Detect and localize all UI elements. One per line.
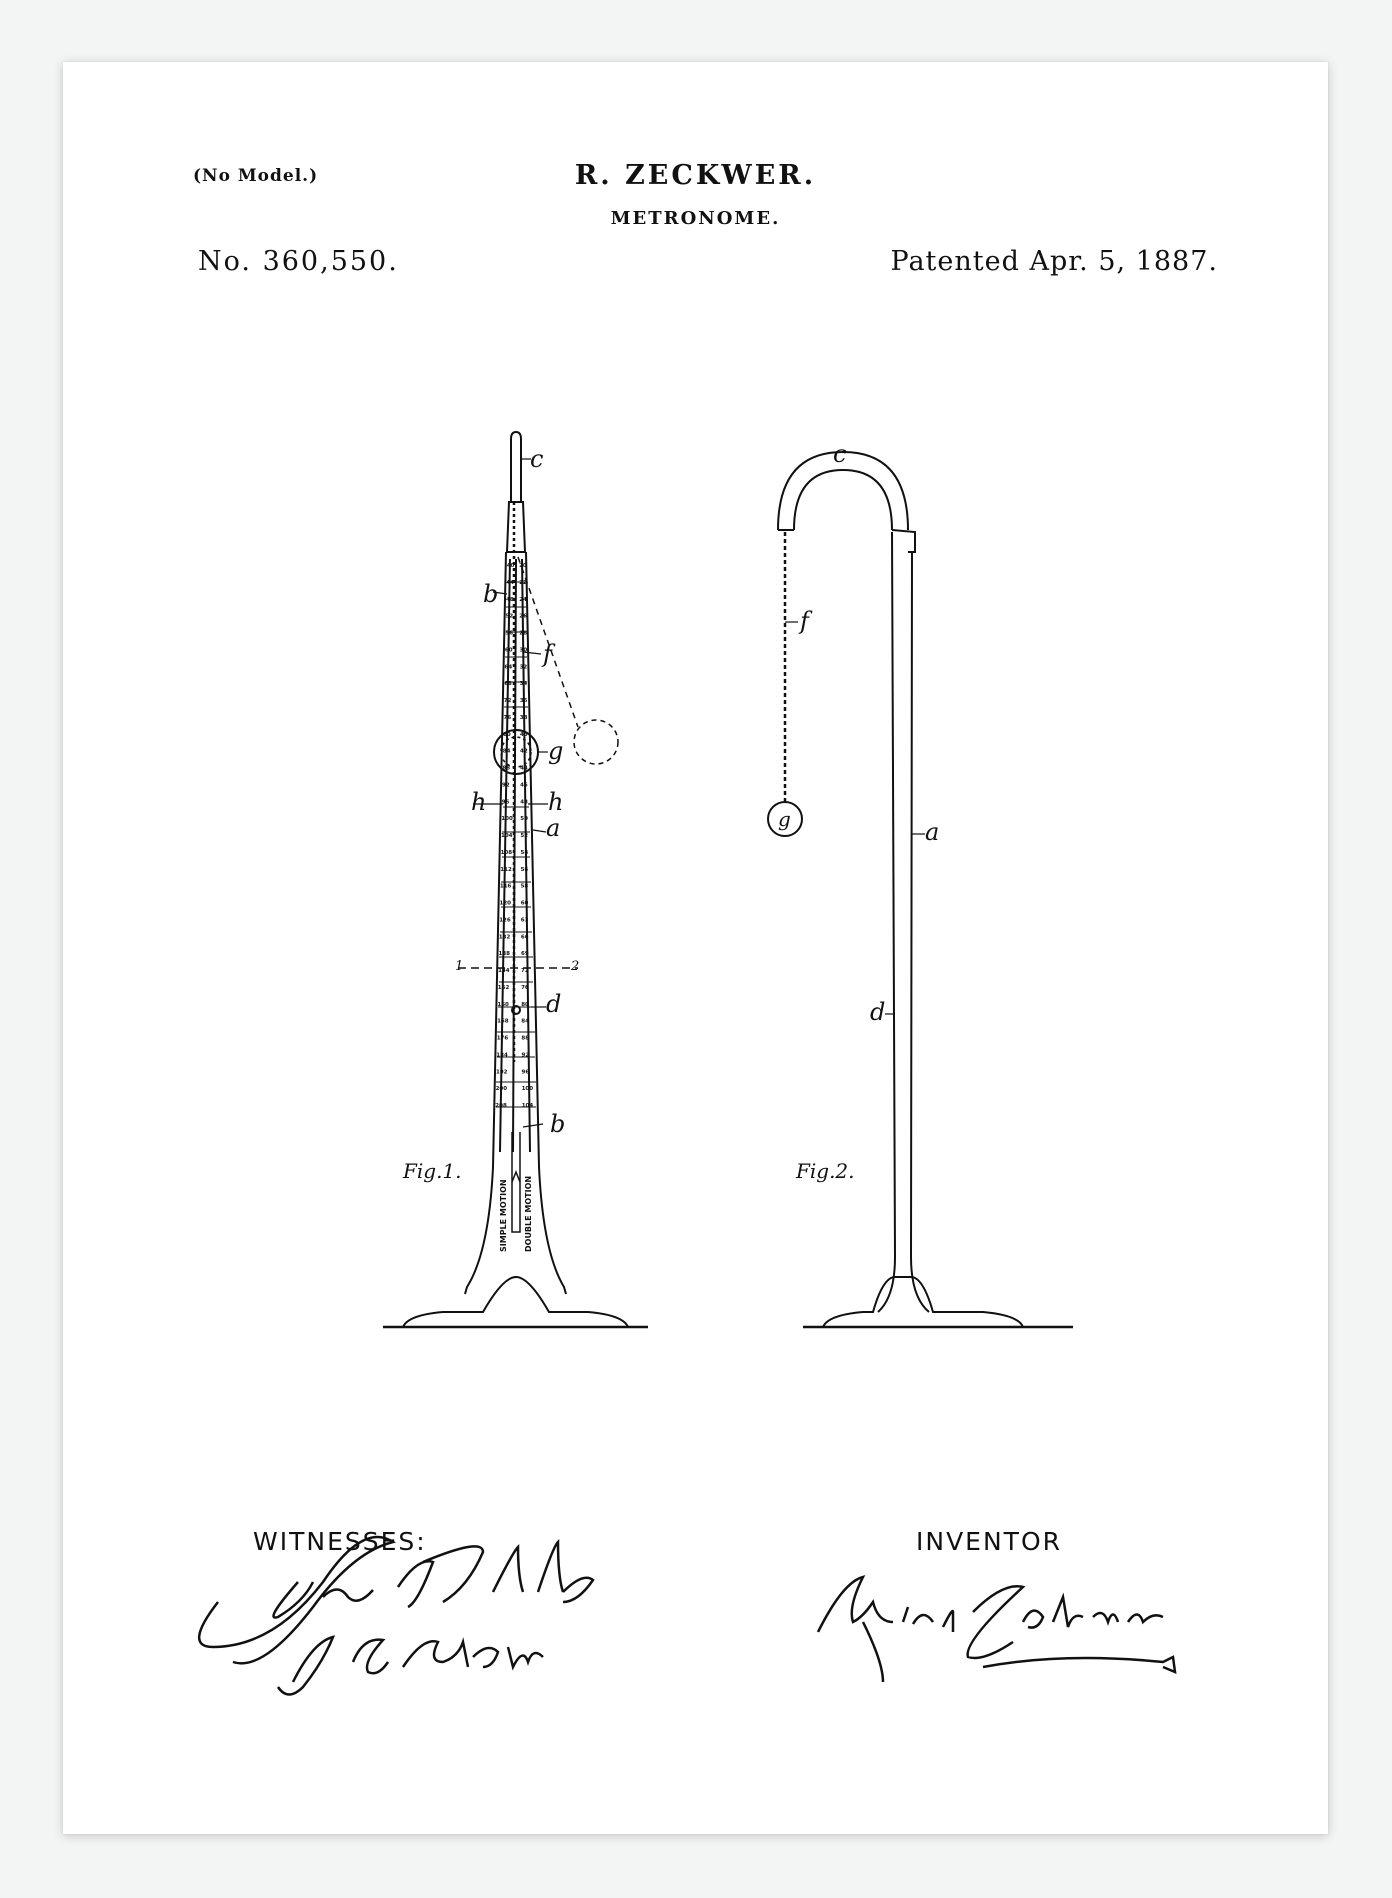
scale-number-left: 80 <box>503 731 511 738</box>
scale-number-right: 32 <box>519 664 528 671</box>
ref-h-left: h <box>471 788 487 816</box>
scale-number-right: 22 <box>519 579 527 586</box>
ref-f-fig2: f <box>800 607 809 635</box>
scale-number-right: 46 <box>520 782 528 789</box>
scale-number-right: 42 <box>520 748 528 755</box>
ref-g-fig2: g <box>778 807 791 831</box>
scale-number-right: 69 <box>521 951 529 958</box>
scale-number-left: 88 <box>502 765 511 772</box>
scale-number-left: 104 <box>501 833 513 839</box>
simple-motion-label: SIMPLE MOTION <box>499 1179 508 1252</box>
scale-number-right: 66 <box>520 934 529 941</box>
scale-number-right: 72 <box>521 968 529 974</box>
scale-number-left: 160 <box>497 1001 509 1008</box>
scale-number-right: 96 <box>521 1069 530 1076</box>
scale-number-left: 208 <box>495 1103 507 1109</box>
scale-number-left: 84 <box>502 748 511 755</box>
scale-number-left: 64 <box>504 664 513 671</box>
inventor-signature <box>818 1577 1175 1682</box>
scale-number-right: 26 <box>519 613 527 620</box>
scale-number-left: 126 <box>499 917 511 924</box>
scale-number-right: 36 <box>519 698 528 704</box>
patent-number: No. 360,550. <box>198 246 399 277</box>
scale-number-right: 52 <box>520 833 529 839</box>
ref-b-fig1-top: b <box>483 580 499 608</box>
scale-number-left: 152 <box>497 984 510 991</box>
ref-g-fig1: g <box>548 737 564 765</box>
ref-c-fig2: c <box>833 440 847 468</box>
scale-number-right: 28 <box>519 630 528 637</box>
scale-number-left: 48 <box>506 596 514 603</box>
scale-number-right: 34 <box>519 681 528 688</box>
fig1-label: Fig.1. <box>403 1159 462 1183</box>
scale-number-left: 44 <box>506 579 514 586</box>
scale-number-right: 56 <box>520 866 529 873</box>
fig1-metronome-front <box>383 432 648 1327</box>
scale-number-left: 168 <box>497 1018 509 1025</box>
scale-number-left: 112 <box>500 866 512 873</box>
scale-number-left: 40 <box>506 563 515 569</box>
scale-number-right: 44 <box>520 765 528 772</box>
model-note: (No Model.) <box>193 166 319 186</box>
scale-number-left: 96 <box>501 799 510 806</box>
scale-number-right: 24 <box>519 596 527 603</box>
scale-number-right: 60 <box>520 900 529 907</box>
double-motion-label: DOUBLE MOTION <box>524 1175 533 1252</box>
scale-number-left: 138 <box>498 951 510 958</box>
scale-number-right: 104 <box>521 1103 534 1109</box>
fig2-label: Fig.2. <box>796 1159 855 1183</box>
scale-number-left: 76 <box>503 714 512 721</box>
scale-number-right: 54 <box>520 849 529 856</box>
scale-number-left: 68 <box>504 681 512 688</box>
scale-number-left: 192 <box>496 1069 508 1076</box>
scale-number-left: 108 <box>500 849 513 856</box>
witnesses-label: WITNESSES: <box>253 1527 427 1556</box>
scale-number-left: 56 <box>505 630 513 637</box>
scale-number-right: 50 <box>520 816 528 823</box>
scale-number-right: 40 <box>519 731 528 738</box>
scale-number-right: 38 <box>519 714 528 721</box>
ref-2: 2 <box>571 959 580 974</box>
scale-number-right: 76 <box>521 984 529 991</box>
scale-number-right: 20 <box>519 563 527 569</box>
ref-d-fig1: d <box>546 990 562 1018</box>
ref-c-fig1: c <box>530 445 544 473</box>
scale-number-right: 48 <box>520 799 528 806</box>
ref-b-fig1-bottom: b <box>550 1110 566 1138</box>
scale-number-right: 80 <box>521 1001 529 1008</box>
patent-drawing <box>63 62 1328 1834</box>
scale-number-left: 120 <box>499 900 511 907</box>
inventor-label: INVENTOR <box>916 1527 1062 1556</box>
scale-number-left: 72 <box>503 698 512 704</box>
inventor-name-heading: R. ZECKWER. <box>574 160 817 191</box>
ref-f-fig1: f <box>543 640 552 668</box>
scale-number-left: 92 <box>502 782 510 789</box>
scale-number-right: 92 <box>521 1052 530 1059</box>
scale-number-left: 60 <box>504 647 513 654</box>
ref-h-right: h <box>548 788 564 816</box>
ref-a-fig1: a <box>546 814 561 842</box>
ref-a-fig2: a <box>925 818 940 846</box>
scale-number-right: 84 <box>521 1018 529 1025</box>
scale-number-left: 176 <box>496 1035 509 1042</box>
scale-number-left: 52 <box>505 613 514 620</box>
scale-number-right: 58 <box>520 883 529 890</box>
ref-d-fig2: d <box>870 998 886 1026</box>
witness-signatures <box>199 1537 593 1695</box>
scale-number-right: 100 <box>521 1086 534 1093</box>
scale-number-left: 100 <box>501 816 513 823</box>
scale-number-left: 132 <box>498 934 511 941</box>
scale-number-right: 30 <box>519 647 528 654</box>
invention-title: METRONOME. <box>610 208 781 229</box>
scale-number-left: 200 <box>495 1086 508 1093</box>
scale-number-right: 63 <box>520 917 529 924</box>
scale-number-right: 88 <box>521 1035 530 1042</box>
ref-1: 1 <box>455 959 464 974</box>
patent-sheet <box>63 62 1328 1834</box>
fig2-metronome-side <box>768 452 1073 1327</box>
scale-number-left: 184 <box>496 1052 508 1059</box>
scale-number-left: 144 <box>498 968 510 974</box>
patent-date: Patented Apr. 5, 1887. <box>890 246 1218 277</box>
scale-number-left: 116 <box>499 883 512 890</box>
